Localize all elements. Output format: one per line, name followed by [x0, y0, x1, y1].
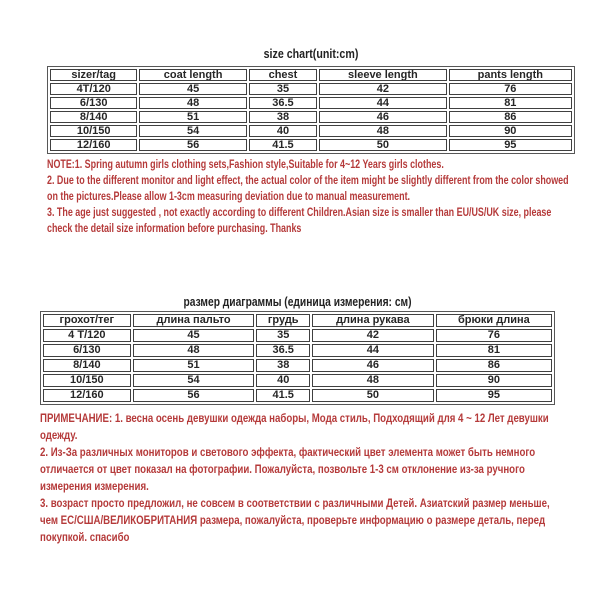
column-header: sleeve length	[319, 69, 446, 81]
size-chart-table-russian	[40, 311, 555, 405]
table-cell: 41.5	[256, 389, 310, 402]
table-cell: 42	[312, 329, 434, 342]
size-chart-section-english	[47, 46, 575, 237]
table-cell: 35	[249, 83, 317, 95]
column-header: длина рукава	[312, 314, 434, 327]
note-line: 3. The age just suggested , not exactly according to different Children.Asian size is smaller than EU/US/UK size, please check the detail size information before purchasing. Thanks	[47, 207, 552, 235]
table-cell: 38	[249, 111, 317, 123]
size-chart-table-english	[47, 66, 575, 154]
notes-russian	[40, 410, 555, 546]
table-cell: 35	[256, 329, 310, 342]
table-cell: 8/140	[43, 359, 131, 372]
column-header: sizer/tag	[50, 69, 137, 81]
table-cell: 8/140	[50, 111, 137, 123]
table-cell: 12/160	[50, 139, 137, 151]
table-cell: 86	[436, 359, 552, 372]
table-cell: 51	[133, 359, 255, 372]
table-cell: 36.5	[249, 97, 317, 109]
column-header: грохот/тег	[43, 314, 131, 327]
table-cell: 6/130	[43, 344, 131, 357]
table-cell: 81	[436, 344, 552, 357]
column-header: coat length	[139, 69, 246, 81]
table-header-row	[43, 314, 552, 327]
size-chart-title-russian: размер диаграммы (единица измерения: см)	[183, 295, 412, 309]
table-cell: 90	[436, 374, 552, 387]
column-header: грудь	[256, 314, 310, 327]
column-header: брюки длина	[436, 314, 552, 327]
table-cell: 4 T/120	[43, 329, 131, 342]
table-row	[43, 329, 552, 342]
column-header: chest	[249, 69, 317, 81]
table-cell: 54	[133, 374, 255, 387]
table-row	[50, 139, 572, 151]
table-cell: 48	[139, 97, 246, 109]
table-cell: 56	[133, 389, 255, 402]
table-cell: 48	[312, 374, 434, 387]
table-cell: 45	[139, 83, 246, 95]
table-cell: 54	[139, 125, 246, 137]
table-cell: 90	[449, 125, 572, 137]
table-cell: 50	[312, 389, 434, 402]
table-cell: 42	[319, 83, 446, 95]
table-cell: 86	[449, 111, 572, 123]
table-cell: 36.5	[256, 344, 310, 357]
table-cell: 50	[319, 139, 446, 151]
table-cell: 46	[312, 359, 434, 372]
table-cell: 95	[449, 139, 572, 151]
table-cell: 76	[449, 83, 572, 95]
table-row	[50, 111, 572, 123]
note-line: 3. возраст просто предложил, не совсем в соответствии с различными Детей. Азиатский размер меньше, чем ЕС/США/ВЕЛИКОБРИТАНИЯ размера, пожалуйста, проверьте информацию о размере деталь, перед покупкой. спасибо	[40, 496, 550, 544]
table-cell: 41.5	[249, 139, 317, 151]
table-cell: 44	[312, 344, 434, 357]
size-chart-title-english: size chart(unit:cm)	[263, 46, 359, 61]
table-cell: 38	[256, 359, 310, 372]
table-row	[50, 125, 572, 137]
note-line: 2. Due to the different monitor and light effect, the actual color of the item might be slightly different from the color showed on the pictures.Please allow 1-3cm measuring deviation due to manual measurement.	[47, 175, 569, 203]
size-chart-section-russian	[40, 295, 555, 546]
column-header: pants length	[449, 69, 572, 81]
table-cell: 44	[319, 97, 446, 109]
note-line: 2. Из-За различных мониторов и светового эффекта, фактический цвет элемента может быть немного отличается от цвет показал на фотографии. Пожалуйста, позвольте 1-3 см отклонение из-за ручного измерения измерения.	[40, 445, 536, 493]
table-cell: 56	[139, 139, 246, 151]
table-cell: 10/150	[50, 125, 137, 137]
table-cell: 48	[133, 344, 255, 357]
table-cell: 4T/120	[50, 83, 137, 95]
table-cell: 76	[436, 329, 552, 342]
table-row	[43, 389, 552, 402]
notes-english	[47, 157, 575, 237]
table-cell: 46	[319, 111, 446, 123]
note-line: NOTE:1. Spring autumn girls clothing sets,Fashion style,Suitable for 4~12 Years girls clothes.	[47, 159, 444, 171]
table-row	[43, 344, 552, 357]
table-cell: 12/160	[43, 389, 131, 402]
table-row	[50, 97, 572, 109]
table-cell: 6/130	[50, 97, 137, 109]
table-row	[43, 374, 552, 387]
table-cell: 95	[436, 389, 552, 402]
table-cell: 40	[249, 125, 317, 137]
table-cell: 45	[133, 329, 255, 342]
table-cell: 48	[319, 125, 446, 137]
table-cell: 81	[449, 97, 572, 109]
table-row	[43, 359, 552, 372]
table-row	[50, 83, 572, 95]
column-header: длина пальто	[133, 314, 255, 327]
note-line: ПРИМЕЧАНИЕ: 1. весна осень девушки одежда наборы, Мода стиль, Подходящий для 4 ~ 12 Лет девушки одежду.	[40, 411, 549, 442]
table-header-row	[50, 69, 572, 81]
table-cell: 51	[139, 111, 246, 123]
table-cell: 40	[256, 374, 310, 387]
table-cell: 10/150	[43, 374, 131, 387]
